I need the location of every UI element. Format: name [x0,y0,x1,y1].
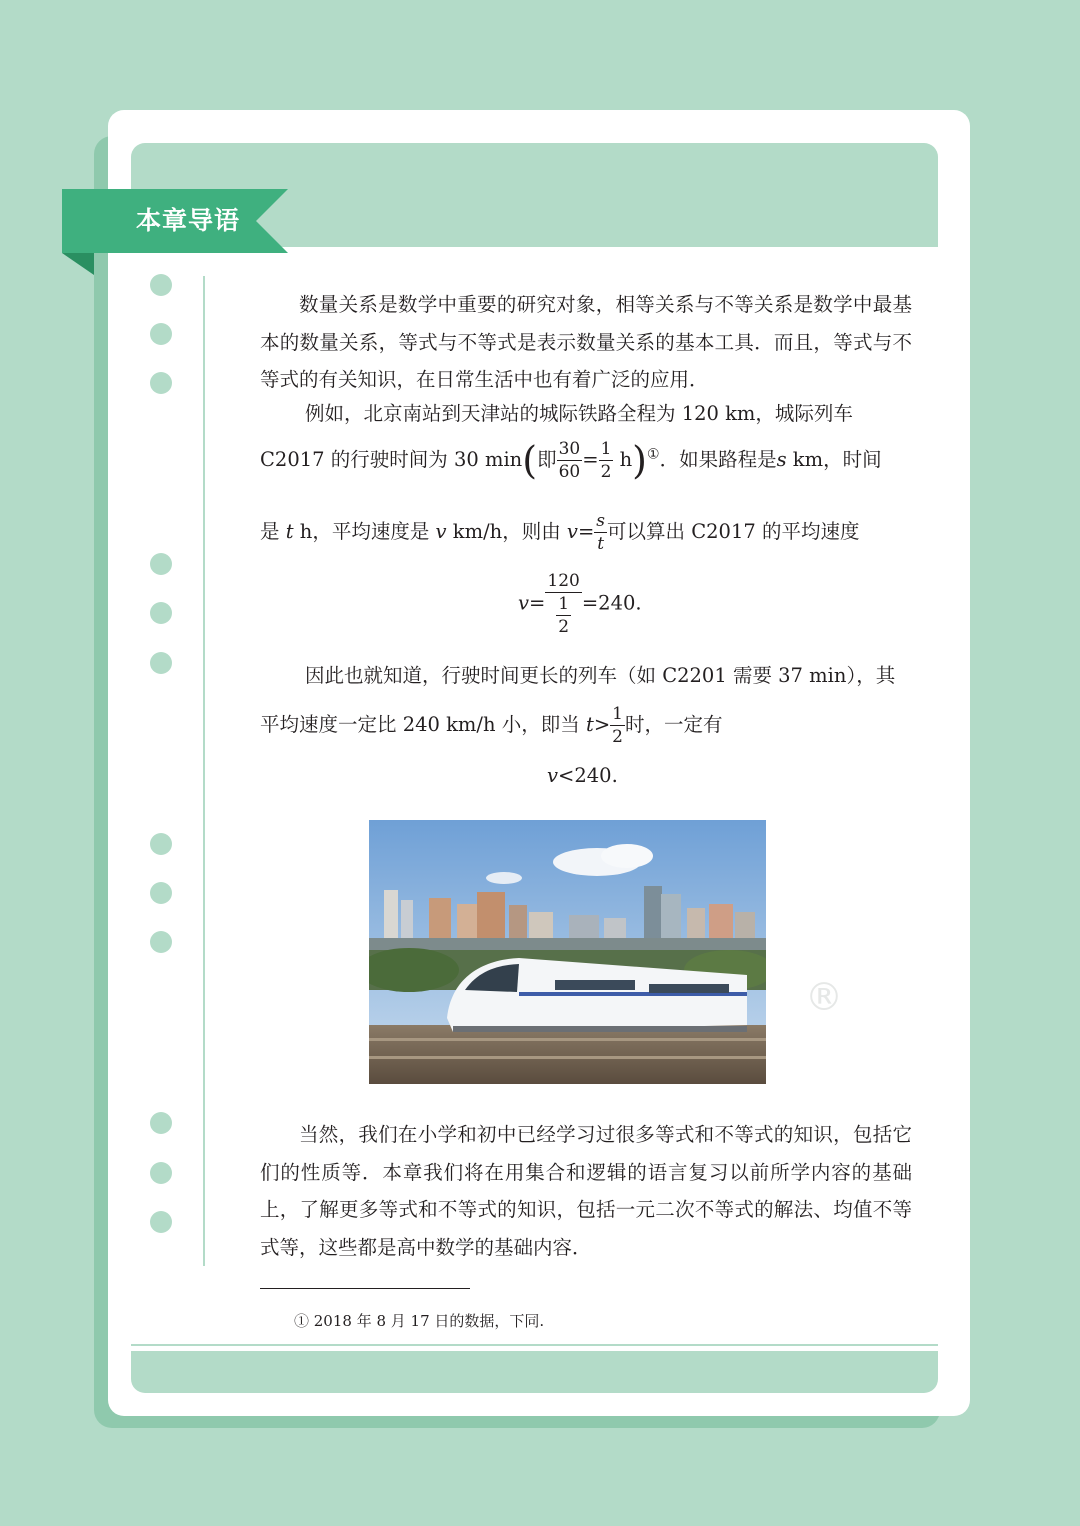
binder-hole [150,1211,172,1233]
consequence-line-2 [260,703,723,748]
example-line-1: 例如，北京南站到天津站的城际铁路全程为 120 km，城际列车 [305,402,853,425]
binder-hole [150,652,172,674]
fraction-30-60 [557,438,583,483]
fraction-1-2 [556,593,571,638]
train-photo [369,820,766,1084]
denominator [545,593,581,638]
binder-hole [150,274,172,296]
inequality-rest: <240. [558,764,618,787]
equation-inequality [547,764,618,787]
example-line-3 [260,510,859,555]
paragraph-intro [260,286,912,399]
fraction-s-t [594,510,607,555]
fraction-1-2 [599,438,614,483]
binder-hole [150,372,172,394]
unit-hour: h [613,448,633,471]
numerator: 1 [558,594,570,614]
variable-t: t [585,713,594,736]
binder-hole [150,602,172,624]
equals-sign: = [582,448,599,471]
footer-band [131,1351,938,1393]
equation-result: =240. [581,591,642,615]
variable-t: t [285,520,294,543]
denominator: 2 [612,727,623,747]
numerator: 1 [612,704,623,724]
text-span: 可以算出 C2017 的平均速度 [607,520,860,543]
text-span: 时，一定有 [624,713,723,736]
margin-line [203,276,205,1266]
variable-v: v [518,591,530,615]
equals-sign: = [529,591,546,615]
left-paren: ( [522,438,538,483]
watermark-registered: ® [805,975,843,1019]
equals-sign: = [577,520,595,543]
binder-hole [150,323,172,345]
chapter-intro-title: 本章导语 [136,206,241,235]
footnote: ① 2018 年 8 月 17 日的数据，下同. [294,1312,545,1330]
numerator: s [596,511,606,531]
chapter-ribbon [62,189,288,275]
binder-hole [150,553,172,575]
paragraph-4: 当然，我们在小学和初中已经学习过很多等式和不等式的知识，包括它们的性质等．本章我们将在用集合和逻辑的语言复习以前所学内容的基础上，了解更多等式和不等式的知识，包括一元二次不等式的解法、均值不等式等，这些都是高中数学的基础内容． [260,1123,912,1259]
denominator: t [597,534,605,554]
binder-hole [150,882,172,904]
numerator: 1 [600,439,612,459]
fraction-1-2 [610,703,625,748]
example-line-2 [260,438,882,483]
binder-hole [150,833,172,855]
text-span: km/h，则由 [446,520,561,543]
numerator: 120 [547,571,580,591]
variable-v: v [547,764,559,787]
greater-than: > [593,713,611,736]
variable-v: v [435,520,447,543]
paragraph-1: 数量关系是数学中重要的研究对象，相等关系与不等关系是数学中最基本的数量关系，等式与不等式是表示数量关系的基本工具．而且，等式与不等式的有关知识，在日常生活中也有着广泛的应用． [260,293,912,391]
denominator: 2 [600,462,612,482]
binder-hole [150,1162,172,1184]
variable-v: v [566,520,578,543]
text-span: 即 [537,448,557,471]
text-span: km，时间 [786,448,882,471]
footnote-mark[interactable]: ① [647,446,660,463]
text-span: ．如果路程是 [659,448,777,471]
binder-hole [150,931,172,953]
text-span: C2017 的行驶时间为 30 min [260,448,523,471]
variable-s: s [776,448,787,471]
footer-line [131,1344,938,1346]
paragraph-closing [260,1116,912,1266]
numerator: 30 [558,439,581,459]
footnote-rule [260,1288,470,1289]
text-span: 平均速度一定比 240 km/h 小，即当 [260,713,580,736]
complex-fraction [545,570,581,638]
consequence-line-1: 因此也就知道，行驶时间更长的列车（如 C2201 需要 37 min），其 [305,664,896,687]
denominator: 60 [558,462,581,482]
denominator: 2 [558,617,570,637]
right-paren: ) [632,438,647,483]
equation-speed [518,570,642,638]
text-span: h，平均速度是 [293,520,430,543]
text-span: 是 [260,520,280,543]
binder-hole [150,1112,172,1134]
